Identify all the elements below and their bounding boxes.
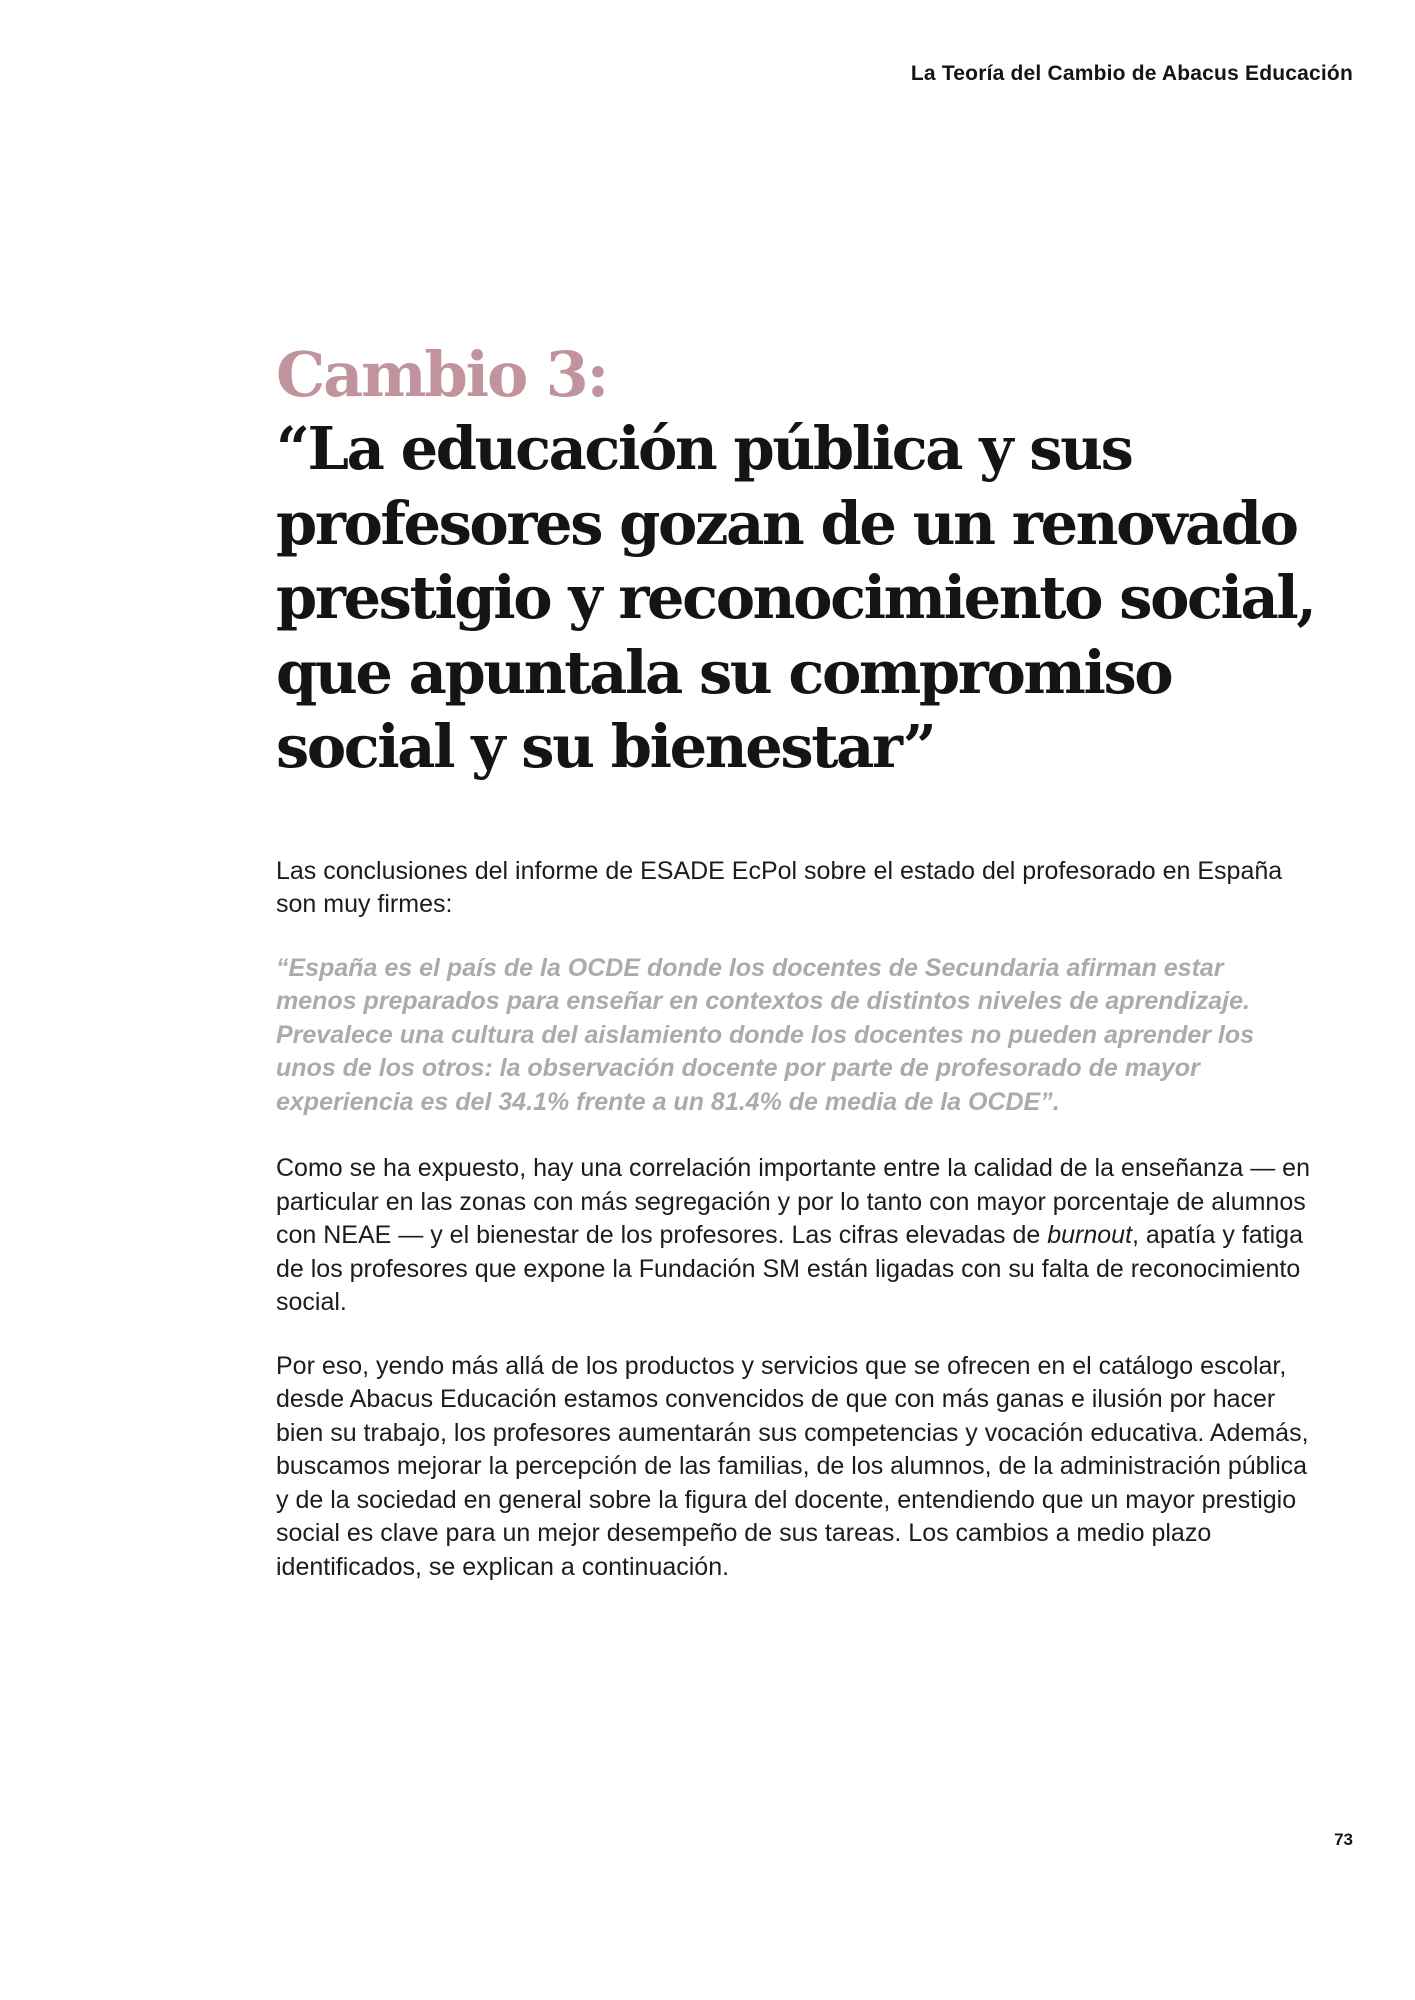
section-kicker: Cambio 3: (276, 338, 608, 411)
body-paragraph-correlation (276, 1152, 1311, 1320)
page-content (276, 338, 1315, 1584)
section-title-line: prestigio y reconocimiento social, (276, 563, 1315, 632)
section-title-line: que apuntala su compromiso (276, 637, 1172, 707)
body-paragraph-conviction: Por eso, yendo más allá de los productos y servicios que se ofrecen en el catálogo escolar, desde Abacus Educación estamos convencidos de que con más ganas e ilusión por hacer bien su trabajo, los profesores aumentarán sus competencias y vocación educativa. Además, buscamos mejorar la percepción de las familias, de los alumnos, de la administración pública y de la sociedad en general sobre la figura del docente, entendiendo que un mayor prestigio social es clave para un mejor desempeño de sus tareas. Los cambios a medio plazo identificados, se explican a continuación. (276, 1351, 1309, 1581)
paragraph-text: , apatía y fatiga de los profesores que expone la Fundación SM están ligadas con su falta de reconocimiento social. (276, 1221, 1303, 1316)
section-title (276, 412, 1315, 785)
running-header-title: La Teoría del Cambio de Abacus Educación (910, 62, 1353, 85)
highlighted-quote: “España es el país de la OCDE donde los docentes de Secundaria afirman estar menos preparados para enseñar en contextos de distintos niveles de aprendizaje. Prevalece una cultura del aislamiento donde los docentes no pueden aprender los unos de los otros: la observación docente por parte de profesorado de mayor experiencia es del 34.1% frente a un 81.4% de media de la OCDE”. (276, 953, 1255, 1116)
section-title-line: “La educación pública y sus (276, 414, 1132, 483)
intro-paragraph: Las conclusiones del informe de ESADE EcPol sobre el estado del profesorado en España son muy firmes: (276, 856, 1283, 918)
paragraph-text: Como se ha expuesto, hay una correlación importante entre la calidad de la enseñanza — en particular en las zonas con más segregación y por lo tanto con mayor porcentaje de alumnos con NEAE — y el bienestar de los profesores. Las cifras elevadas de (276, 1154, 1310, 1249)
section-title-line: social y su bienestar” (276, 712, 935, 781)
page-number: 73 (1334, 1830, 1353, 1849)
emphasis-term: burnout (1047, 1221, 1133, 1249)
section-title-line: profesores gozan de un renovado (276, 488, 1297, 558)
